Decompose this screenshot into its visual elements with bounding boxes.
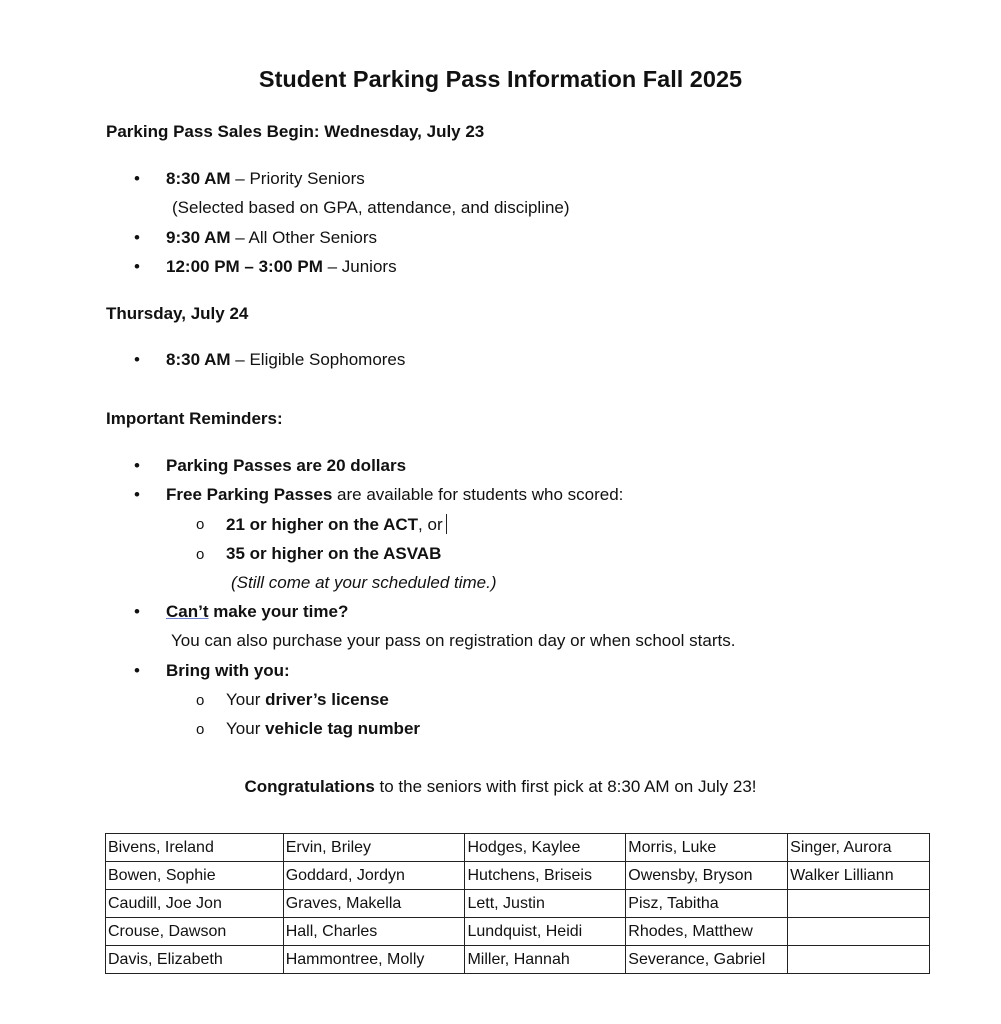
- table-cell: Bowen, Sophie: [106, 862, 284, 890]
- cant-make-time-note: You can also purchase your pass on registration day or when school starts.: [171, 631, 736, 650]
- circle-bullet-icon: o: [196, 721, 205, 738]
- bring-tag: Your vehicle tag number: [226, 719, 421, 738]
- reminders-heading: Important Reminders:: [106, 409, 283, 428]
- table-cell: Severance, Gabriel: [626, 946, 788, 974]
- table-cell: Singer, Aurora: [788, 834, 930, 862]
- table-cell: Bivens, Ireland: [106, 834, 284, 862]
- table-cell: Lett, Justin: [465, 890, 626, 918]
- table-cell: Owensby, Bryson: [626, 862, 788, 890]
- list-item: 12:00 PM – 3:00 PM – Juniors: [166, 257, 397, 276]
- table-cell: Rhodes, Matthew: [626, 918, 788, 946]
- table-cell: Crouse, Dawson: [106, 918, 284, 946]
- table-row: [106, 862, 930, 890]
- table-cell: Morris, Luke: [626, 834, 788, 862]
- bullet-dot-icon: •: [134, 257, 140, 276]
- priority-note: (Selected based on GPA, attendance, and discipline): [172, 198, 570, 217]
- table-cell: Walker Lilliann: [788, 862, 930, 890]
- table-row: [106, 834, 930, 862]
- table-row: [106, 946, 930, 974]
- free-pass-reminder: Free Parking Passes are available for students who scored:: [166, 485, 624, 504]
- table-cell: Miller, Hannah: [465, 946, 626, 974]
- bullet-dot-icon: •: [134, 228, 140, 247]
- list-item: 8:30 AM – Priority Seniors: [166, 169, 365, 188]
- table-cell: Hodges, Kaylee: [465, 834, 626, 862]
- table-cell: Lundquist, Heidi: [465, 918, 626, 946]
- cant-make-time: Can’t make your time?: [166, 602, 349, 621]
- asvab-criterion: 35 or higher on the ASVAB: [226, 544, 442, 563]
- sales-begin-heading: Parking Pass Sales Begin: Wednesday, July 23: [106, 122, 485, 141]
- bullet-dot-icon: •: [134, 350, 140, 369]
- table-cell: Ervin, Briley: [283, 834, 465, 862]
- price-reminder: Parking Passes are 20 dollars: [166, 456, 407, 475]
- circle-bullet-icon: o: [196, 516, 205, 533]
- table-cell: [788, 946, 930, 974]
- bullet-dot-icon: •: [134, 661, 140, 680]
- circle-bullet-icon: o: [196, 546, 205, 563]
- table-cell: Davis, Elizabeth: [106, 946, 284, 974]
- table-row: [106, 918, 930, 946]
- table-cell: [788, 918, 930, 946]
- table-cell: Graves, Makella: [283, 890, 465, 918]
- table-row: [106, 890, 930, 918]
- page-title: Student Parking Pass Information Fall 2025: [258, 66, 743, 92]
- table-cell: Goddard, Jordyn: [283, 862, 465, 890]
- list-item: 8:30 AM – Eligible Sophomores: [166, 350, 406, 369]
- senior-roster-table: [105, 833, 930, 974]
- thursday-heading: Thursday, July 24: [106, 304, 249, 323]
- table-cell: [788, 890, 930, 918]
- congratulations-line: Congratulations to the seniors with first pick at 8:30 AM on July 23!: [244, 777, 757, 796]
- bullet-dot-icon: •: [134, 456, 140, 475]
- table-cell: Caudill, Joe Jon: [106, 890, 284, 918]
- bullet-dot-icon: •: [134, 169, 140, 188]
- table-cell: Hammontree, Molly: [283, 946, 465, 974]
- table-cell: Hutchens, Briseis: [465, 862, 626, 890]
- list-item: 9:30 AM – All Other Seniors: [166, 228, 378, 247]
- text-cursor: [446, 514, 447, 534]
- act-criterion: 21 or higher on the ACT, or: [226, 514, 447, 535]
- table-cell: Hall, Charles: [283, 918, 465, 946]
- asvab-note: (Still come at your scheduled time.): [231, 573, 497, 592]
- bring-license: Your driver’s license: [226, 690, 389, 709]
- circle-bullet-icon: o: [196, 692, 205, 709]
- table-cell: Pisz, Tabitha: [626, 890, 788, 918]
- bring-with-you: Bring with you:: [166, 661, 290, 680]
- bullet-dot-icon: •: [134, 602, 140, 621]
- bullet-dot-icon: •: [134, 485, 140, 504]
